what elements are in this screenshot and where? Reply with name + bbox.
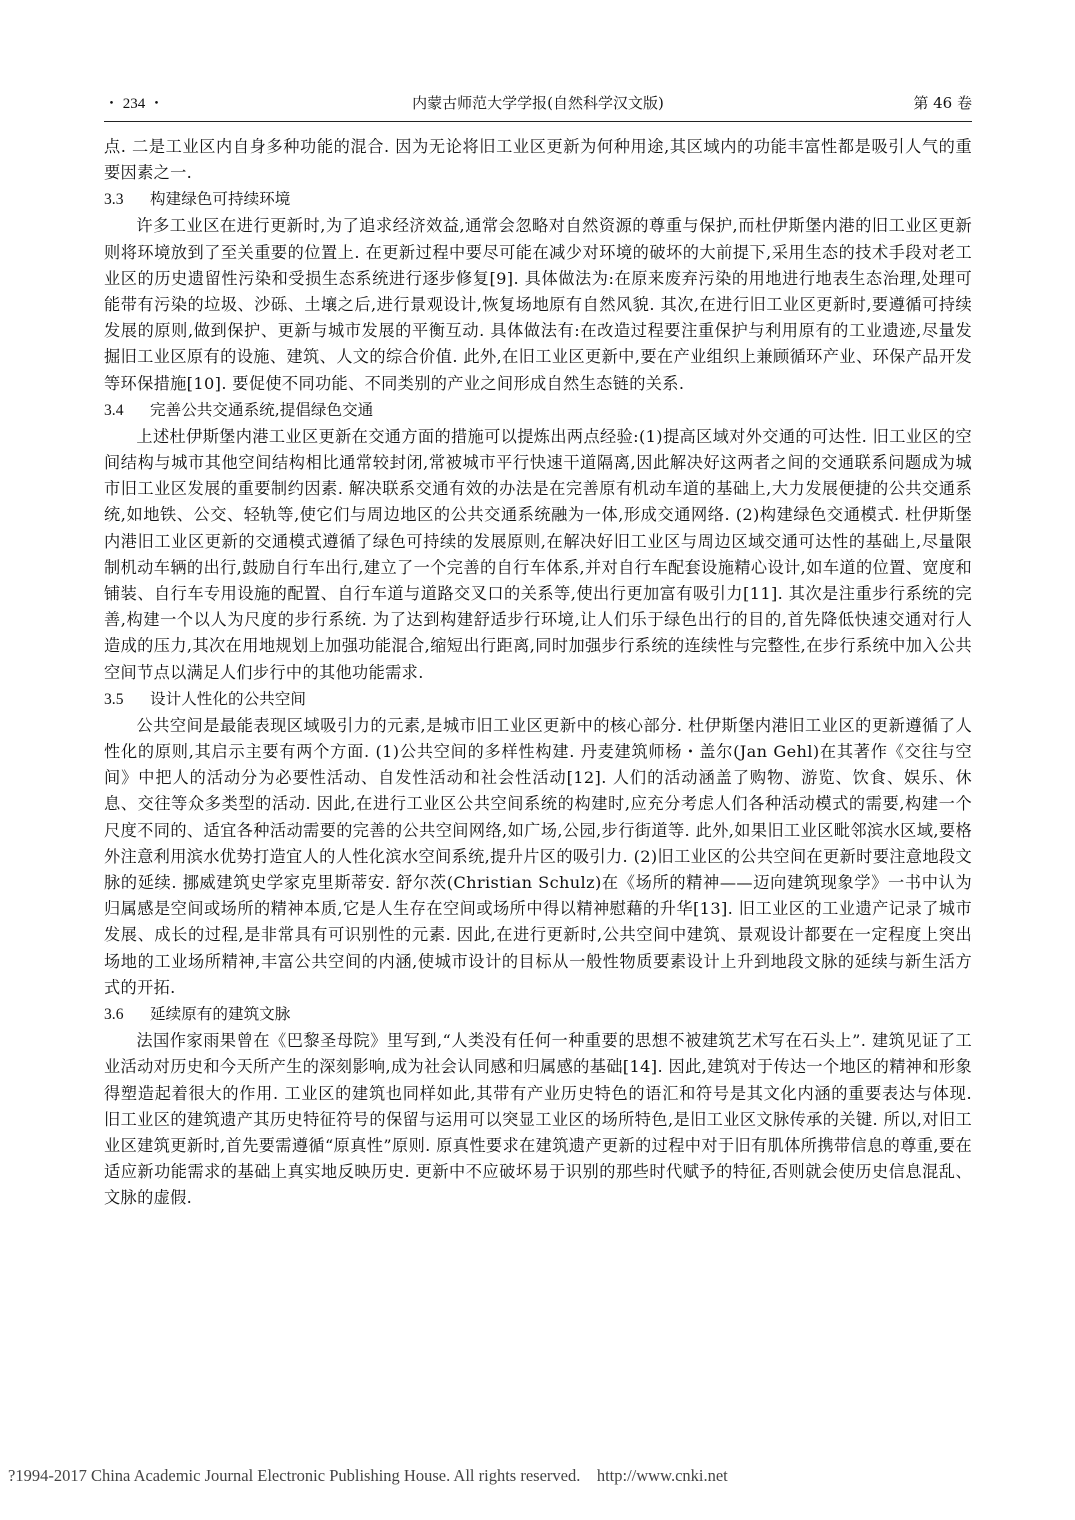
paragraph: 公共空间是最能表现区域吸引力的元素,是城市旧工业区更新中的核心部分. 杜伊斯堡内港旧工业区的更新遵循了人性化的原则,其启示主要有两个方面. (1)公共空间的多样性构建. 丹麦建筑师杨・盖尔(Jan Gehl)在其著作《交往与空间》中把人的活动分为必要性活动、自发性活动和社会性活动[12]. 人们的活动涵盖了购物、游览、饮食、娱乐、休息、交往等众多类型的活动. 因此,在进行工业区公共空间系统的构建时,应充分考虑人们各种活动模式的需要,构建一个尺度不同的、适宜各种活动需要的完善的公共空间网络,如广场,公园,步行街道等. 此外,如果旧工业区毗邻滨水区域,要格外注意利用滨水优势打造宜人的人性化滨水空间系统,提升片区的吸引力. (2)旧工业区的公共空间在更新时要注意地段文脉的延续. 挪威建筑史学家克里斯蒂安. 舒尔茨(Christian Schulz)在《场所的精神——迈向建筑现象学》一书中认为归属感是空间或场所的精神本质,它是人生存在空间或场所中得以精神慰藉的升华[13]. 旧工业区的工业遗产记录了城市发展、成长的过程,是非常具有可识别性的元素. 因此,在进行更新时,公共空间中建筑、景观设计都要在一定程度上突出场地的工业场所精神,丰富公共空间的内涵,使城市设计的目标从一般性物质要素设计上升到地段文脉的延续与新生活方式的开拓. [104,715,972,997]
paragraph: 上述杜伊斯堡内港工业区更新在交通方面的措施可以提炼出两点经验:(1)提高区域对外交通的可达性. 旧工业区的空间结构与城市其他空间结构相比通常较封闭,常被城市平行快速干道隔离,因此解决好这两者之间的交通联系问题成为城市旧工业区发展的重要制约因素. 解决联系交通有效的办法是在完善原有机动车道的基础上,大力发展便捷的公共交通系统,如地铁、公交、轻轨等,使它们与周边地区的公共交通系统融为一体,形成交通网络. (2)构建绿色交通模式. 杜伊斯堡内港旧工业区更新的交通模式遵循了绿色可持续的发展原则,在解决好旧工业区与周边区域交通可达性的基础上,尽量限制机动车辆的出行,鼓励自行车出行,建立了一个完善的自行车体系,并对自行车配套设施精心设计,如车道的位置、宽度和铺装、自行车专用设施的配置、自行车道与道路交叉口的关系等,使出行更加富有吸引力[11]. 其次是注重步行系统的完善,构建一个以人为尺度的步行系统. 为了达到构建舒适步行环境,让人们乐于绿色出行的目的,首先降低快速交通对行人造成的压力,其次在用地规划上加强功能混合,缩短出行距离,同时加强步行系统的连续性与完整性,在步行系统中加入公共空间节点以满足人们步行中的其他功能需求. [104,426,972,682]
section-number: 3.3 [104,191,124,209]
header-rule [104,121,972,122]
volume-label: 第 46 卷 [913,94,972,112]
paragraph: 点. 二是工业区内自身多种功能的混合. 因为无论将旧工业区更新为何种用途,其区域内的功能丰富性都是吸引人气的重要因素之一. [104,137,972,183]
copyright-footer [8,1466,728,1486]
section-heading-3-5 [104,686,972,713]
copyright-text: ?1994-2017 China Academic Journal Electronic Publishing House. All rights reserved. [8,1466,581,1485]
section-heading-3-3 [104,186,972,213]
page-number: ・ 234 ・ [104,96,165,112]
section-title: 完善公共交通系统,提倡绿色交通 [150,400,374,419]
section-number: 3.5 [104,690,124,708]
article-body [104,134,972,1212]
section-title: 构建绿色可持续环境 [150,190,291,209]
section-title: 延续原有的建筑文脉 [150,1005,291,1024]
footer-url[interactable]: http://www.cnki.net [596,1466,728,1485]
journal-title: 内蒙古师范大学学报(自然科学汉文版) [412,94,664,112]
section-heading-3-6 [104,1001,972,1028]
section-heading-3-4 [104,397,972,424]
paragraph: 法国作家雨果曾在《巴黎圣母院》里写到,“人类没有任何一种重要的思想不被建筑艺术写在石头上”. 建筑见证了工业活动对历史和今天所产生的深刻影响,成为社会认同感和归属感的基础[14]. 因此,建筑对于传达一个地区的精神和形象得塑造起着很大的作用. 工业区的建筑也同样如此,其带有产业历史特色的语汇和符号是其文化内涵的重要表达与体现. 旧工业区的建筑遗产其历史特征符号的保留与运用可以突显工业区的场所特色,是旧工业区文脉传承的关键. 所以,对旧工业区建筑更新时,首先要需遵循“原真性”原则. 原真性要求在建筑遗产更新的过程中对于旧有肌体所携带信息的尊重,要在适应新功能需求的基础上真实地反映历史. 更新中不应破坏易于识别的那些时代赋予的特征,否则就会使历史信息混乱、文脉的虚假. [104,1031,972,1208]
section-title: 设计人性化的公共空间 [150,689,306,708]
section-number: 3.4 [104,401,124,419]
page-header [104,88,972,122]
section-number: 3.6 [104,1006,124,1024]
paragraph: 许多工业区在进行更新时,为了追求经济效益,通常会忽略对自然资源的尊重与保护,而杜伊斯堡内港的旧工业区更新则将环境放到了至关重要的位置上. 在更新过程中要尽可能在减少对环境的破坏的大前提下,采用生态的技术手段对老工业区的历史遗留性污染和受损生态系统进行逐步修复[9]. 具体做法为:在原来废弃污染的用地进行地表生态治理,处理可能带有污染的垃圾、沙砾、土壤之后,进行景观设计,恢复场地原有自然风貌. 其次,在进行旧工业区更新时,要遵循可持续发展的原则,做到保护、更新与城市发展的平衡互动. 具体做法有:在改造过程要注重保护与利用原有的工业遗迹,尽量发掘旧工业区原有的设施、建筑、人文的综合价值. 此外,在旧工业区更新中,要在产业组织上兼顾循环产业、环保产品开发等环保措施[10]. 要促使不同功能、不同类别的产业之间形成自然生态链的关系. [104,216,972,393]
